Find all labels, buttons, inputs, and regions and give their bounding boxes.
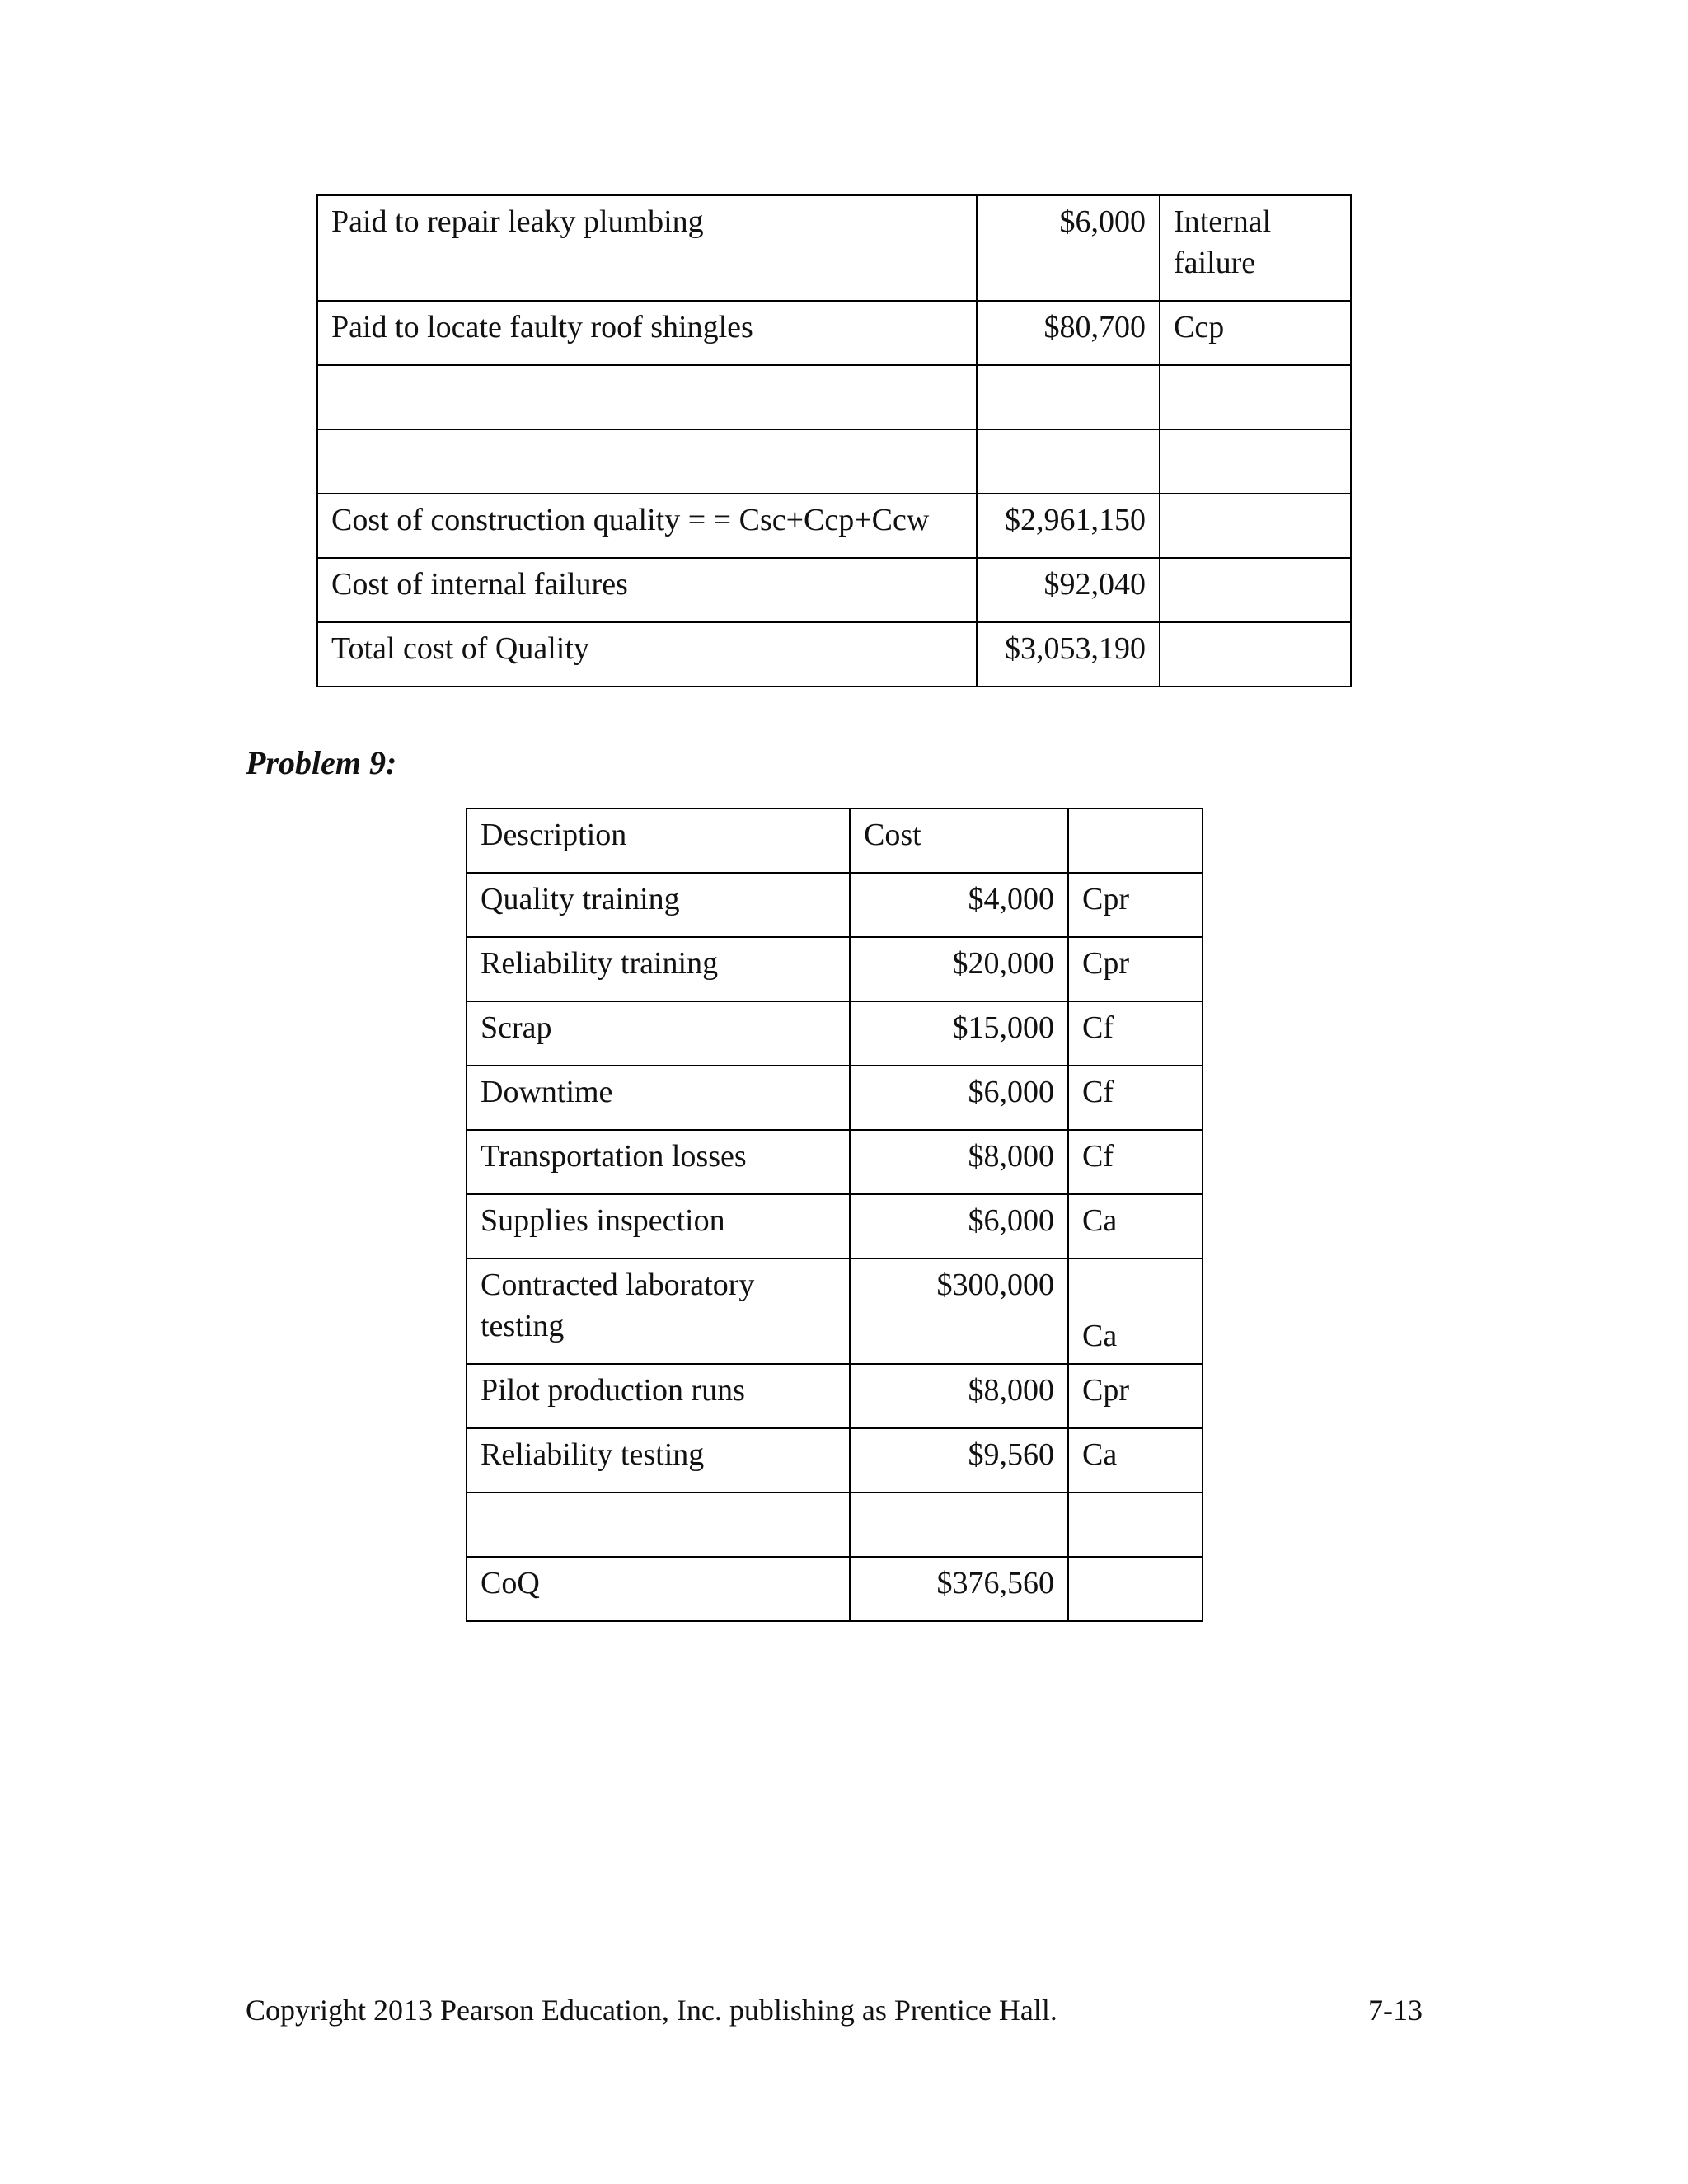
item-cost: $8,000 xyxy=(850,1364,1068,1428)
cost-description xyxy=(317,365,977,429)
item-category: Cf xyxy=(1068,1066,1203,1130)
item-description: Transportation losses xyxy=(467,1130,850,1194)
item-cost: $15,000 xyxy=(850,1001,1068,1066)
table-row xyxy=(317,301,1351,365)
column-header-cost: Cost xyxy=(850,808,1068,873)
item-category: Cpr xyxy=(1068,937,1203,1001)
cost-amount xyxy=(977,365,1160,429)
cost-amount: $2,961,150 xyxy=(977,494,1160,558)
cost-description: Cost of construction quality = = Csc+Ccp+Ccw xyxy=(317,494,977,558)
footer-copyright: Copyright 2013 Pearson Education, Inc. publishing as Prentice Hall. xyxy=(246,1994,1057,2027)
cost-description: Paid to locate faulty roof shingles xyxy=(317,301,977,365)
cost-description: Cost of internal failures xyxy=(317,558,977,622)
table-row xyxy=(467,1428,1203,1493)
table-row xyxy=(317,622,1351,687)
table-row xyxy=(467,1001,1203,1066)
table-row xyxy=(317,429,1351,494)
item-cost: $20,000 xyxy=(850,937,1068,1001)
cost-description xyxy=(317,429,977,494)
table-row xyxy=(467,1194,1203,1258)
table-row xyxy=(317,558,1351,622)
cost-amount xyxy=(977,429,1160,494)
item-cost xyxy=(850,1493,1068,1557)
item-cost: $300,000 xyxy=(850,1258,1068,1364)
item-category xyxy=(1068,1493,1203,1557)
cost-amount: $6,000 xyxy=(977,195,1160,301)
table-row xyxy=(467,1130,1203,1194)
item-category: Cf xyxy=(1068,1130,1203,1194)
item-category: Ca xyxy=(1068,1428,1203,1493)
item-description: Supplies inspection xyxy=(467,1194,850,1258)
item-cost: $9,560 xyxy=(850,1428,1068,1493)
cost-category xyxy=(1160,365,1351,429)
cost-category: Ccp xyxy=(1160,301,1351,365)
page-number: 7-13 xyxy=(1368,1994,1423,2027)
table-row xyxy=(467,1258,1203,1364)
column-header-category xyxy=(1068,808,1203,873)
column-header-description: Description xyxy=(467,808,850,873)
item-category: Cpr xyxy=(1068,873,1203,937)
cost-category xyxy=(1160,622,1351,687)
cost-category xyxy=(1160,429,1351,494)
table-row xyxy=(467,1557,1203,1621)
table-row xyxy=(317,494,1351,558)
cost-description: Total cost of Quality xyxy=(317,622,977,687)
item-description: Contracted laboratory testing xyxy=(467,1258,850,1364)
problem-9-table xyxy=(466,808,1203,1622)
item-cost: $4,000 xyxy=(850,873,1068,937)
item-category: Cf xyxy=(1068,1001,1203,1066)
item-description: Quality training xyxy=(467,873,850,937)
item-cost: $376,560 xyxy=(850,1557,1068,1621)
table-row xyxy=(467,873,1203,937)
item-description: Reliability training xyxy=(467,937,850,1001)
table-row xyxy=(317,365,1351,429)
item-description: CoQ xyxy=(467,1557,850,1621)
table-row xyxy=(467,1066,1203,1130)
table-row xyxy=(317,195,1351,301)
item-description: Pilot production runs xyxy=(467,1364,850,1428)
problem-heading: Problem 9: xyxy=(246,744,397,781)
item-cost: $8,000 xyxy=(850,1130,1068,1194)
item-category xyxy=(1068,1557,1203,1621)
item-cost: $6,000 xyxy=(850,1066,1068,1130)
item-description: Scrap xyxy=(467,1001,850,1066)
cost-description: Paid to repair leaky plumbing xyxy=(317,195,977,301)
table-row xyxy=(467,937,1203,1001)
table-row xyxy=(467,1493,1203,1557)
cost-of-quality-table xyxy=(316,194,1352,687)
cost-amount: $3,053,190 xyxy=(977,622,1160,687)
cost-amount: $80,700 xyxy=(977,301,1160,365)
item-category: Ca xyxy=(1068,1258,1203,1364)
cost-category xyxy=(1160,558,1351,622)
item-description xyxy=(467,1493,850,1557)
cost-amount: $92,040 xyxy=(977,558,1160,622)
cost-category: Internal failure xyxy=(1160,195,1351,301)
item-cost: $6,000 xyxy=(850,1194,1068,1258)
item-description: Reliability testing xyxy=(467,1428,850,1493)
cost-category xyxy=(1160,494,1351,558)
table-header-row xyxy=(467,808,1203,873)
item-description: Downtime xyxy=(467,1066,850,1130)
item-category: Cpr xyxy=(1068,1364,1203,1428)
item-category: Ca xyxy=(1068,1194,1203,1258)
table-row xyxy=(467,1364,1203,1428)
